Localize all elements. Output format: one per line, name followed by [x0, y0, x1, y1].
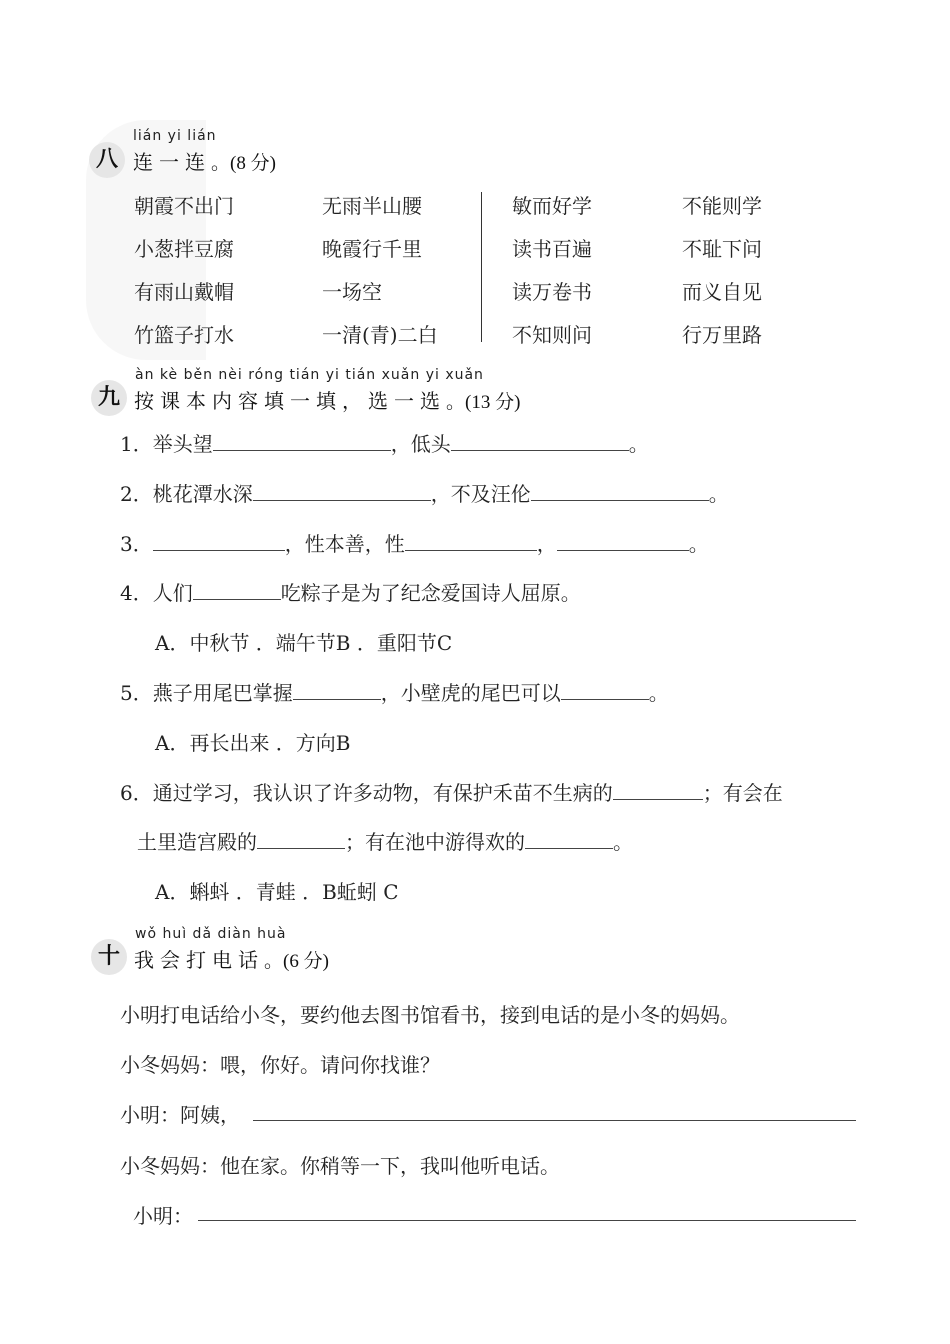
sec8-title: 连一连	[133, 150, 211, 174]
question-4	[120, 577, 581, 606]
sec10-intro: 小明打电话给小冬，要约他去图书馆看书，接到电话的是小冬的妈妈。	[120, 1003, 740, 1027]
sec9-score: 。(13 分)	[446, 392, 521, 413]
q6-blank-3[interactable]	[525, 828, 613, 849]
dialog-line-2	[120, 1099, 240, 1128]
match-right-col2-3: 行万里路	[682, 323, 762, 347]
q1-text-c: 。	[628, 432, 649, 456]
match-right-col2-1: 不耻下问	[682, 237, 762, 261]
match-left-col1-0: 朝霞不出门	[134, 194, 234, 218]
q6-text-b: ；有会在	[702, 781, 783, 805]
q3-blank-1[interactable]	[153, 530, 285, 551]
match-right-col2-2: 而义自见	[682, 280, 762, 304]
match-left-col1-1: 小葱拌豆腐	[134, 237, 234, 261]
match-right-col1-3: 不知则问	[512, 323, 592, 347]
question-5	[120, 677, 669, 706]
question-6	[120, 777, 783, 806]
sec9-title: 按课本内容填一填，选一选	[134, 389, 446, 413]
q1-blank-1[interactable]	[213, 430, 391, 451]
match-left-col2-3: 一清(青)二白	[322, 323, 438, 347]
answer-line-1[interactable]	[253, 1120, 856, 1121]
q5-blank-2[interactable]	[561, 679, 649, 700]
q4-text-b: 吃粽子是为了纪念爱国诗人屈原。	[280, 581, 581, 605]
match-right-col1-2: 读万卷书	[512, 280, 592, 304]
q6-blank-2[interactable]	[257, 828, 345, 849]
q2-text-c: 。	[708, 482, 729, 506]
q6-line2-text-b: ；有在池中游得欢的	[345, 830, 525, 854]
q6-line2-text-a: 土里造宫殿的	[137, 830, 257, 854]
q5-num: 5．	[120, 681, 153, 705]
q3-text-c: 。	[688, 532, 709, 556]
match-left-col2-2: 一场空	[322, 280, 382, 304]
dialog-line-4	[133, 1200, 193, 1229]
q2-blank-2[interactable]	[531, 480, 709, 501]
q1-blank-2[interactable]	[451, 430, 629, 451]
match-right-col1-0: 敏而好学	[512, 194, 592, 218]
question-6-line2	[137, 826, 633, 855]
dialog-speaker-4: 小明：	[133, 1204, 193, 1228]
q4-options: A．中秋节 ．端午节B ．重阳节C	[155, 631, 453, 655]
q4-blank[interactable]	[193, 579, 281, 600]
sec8-pinyin: lián yi lián	[133, 128, 217, 144]
q5-text-b: ，小壁虎的尾巴可以	[380, 681, 561, 705]
sec8-badge: 八	[89, 142, 125, 178]
sec10-pinyin: wǒ huì dǎ diàn huà	[135, 926, 287, 942]
match-left-col2-0: 无雨半山腰	[322, 194, 422, 218]
q5-blank-1[interactable]	[293, 679, 381, 700]
sec10-title: 我会打电话	[134, 948, 264, 972]
sec9-pinyin: àn kè běn nèi róng tián yi tián xuǎn yi xuǎn	[135, 367, 484, 383]
q6-text-a: 通过学习，我认识了许多动物，有保护禾苗不生病的	[152, 781, 613, 805]
q2-blank-1[interactable]	[253, 480, 431, 501]
q6-num: 6．	[120, 781, 153, 805]
q1-num: 1．	[120, 432, 153, 456]
dialog-line-3	[120, 1150, 560, 1179]
dialog-text-2: 阿姨，	[180, 1103, 240, 1127]
q2-num: 2．	[120, 482, 153, 506]
dialog-speaker-3: 小冬妈妈：	[120, 1154, 220, 1178]
q5-text-c: 。	[648, 681, 669, 705]
q2-text-a: 桃花潭水深	[152, 482, 253, 506]
dialog-text-3: 他在家。你稍等一下，我叫他听电话。	[220, 1154, 560, 1178]
question-1	[120, 428, 649, 457]
q3-blank-3[interactable]	[557, 530, 689, 551]
q6-line2-text-c: 。	[613, 830, 633, 854]
match-left-col1-3: 竹篮子打水	[134, 323, 234, 347]
answer-line-2[interactable]	[198, 1220, 856, 1221]
q4-num: 4．	[120, 581, 153, 605]
q1-text-b: ，低头	[390, 432, 451, 456]
question-2	[120, 478, 729, 507]
sec10-score: 。(6 分)	[264, 951, 329, 972]
q1-text-a: 举头望	[152, 432, 213, 456]
column-divider	[481, 192, 482, 342]
q3-text-b: ，	[536, 532, 557, 556]
match-left-col2-1: 晚霞行千里	[322, 237, 422, 261]
sec10-heading	[134, 944, 329, 973]
sec8-score: 。(8 分)	[211, 153, 276, 174]
dialog-line-1	[120, 1049, 440, 1078]
dialog-text-1: 喂，你好。请问你找谁？	[220, 1053, 440, 1077]
q5-options: A．再长出来 ．方向B	[155, 731, 351, 755]
sec8-heading	[133, 146, 276, 175]
match-right-col2-0: 不能则学	[682, 194, 762, 218]
q4-text-a: 人们	[152, 581, 193, 605]
q3-text-a: ，性本善，性	[284, 532, 405, 556]
dialog-speaker-1: 小冬妈妈：	[120, 1053, 220, 1077]
match-left-col1-2: 有雨山戴帽	[134, 280, 234, 304]
q3-blank-2[interactable]	[405, 530, 537, 551]
question-3	[120, 528, 709, 557]
dialog-speaker-2: 小明：	[120, 1103, 180, 1127]
sec9-badge: 九	[91, 380, 127, 416]
q2-text-b: ，不及汪伦	[430, 482, 531, 506]
match-right-col1-1: 读书百遍	[512, 237, 592, 261]
q6-blank-1[interactable]	[613, 779, 703, 800]
q5-text-a: 燕子用尾巴掌握	[152, 681, 293, 705]
q3-num: 3．	[120, 532, 153, 556]
q6-options: A．蝌蚪 ．青蛙 ．B蚯蚓 C	[155, 880, 399, 904]
sec9-heading	[134, 385, 520, 414]
sec10-badge: 十	[91, 939, 127, 975]
